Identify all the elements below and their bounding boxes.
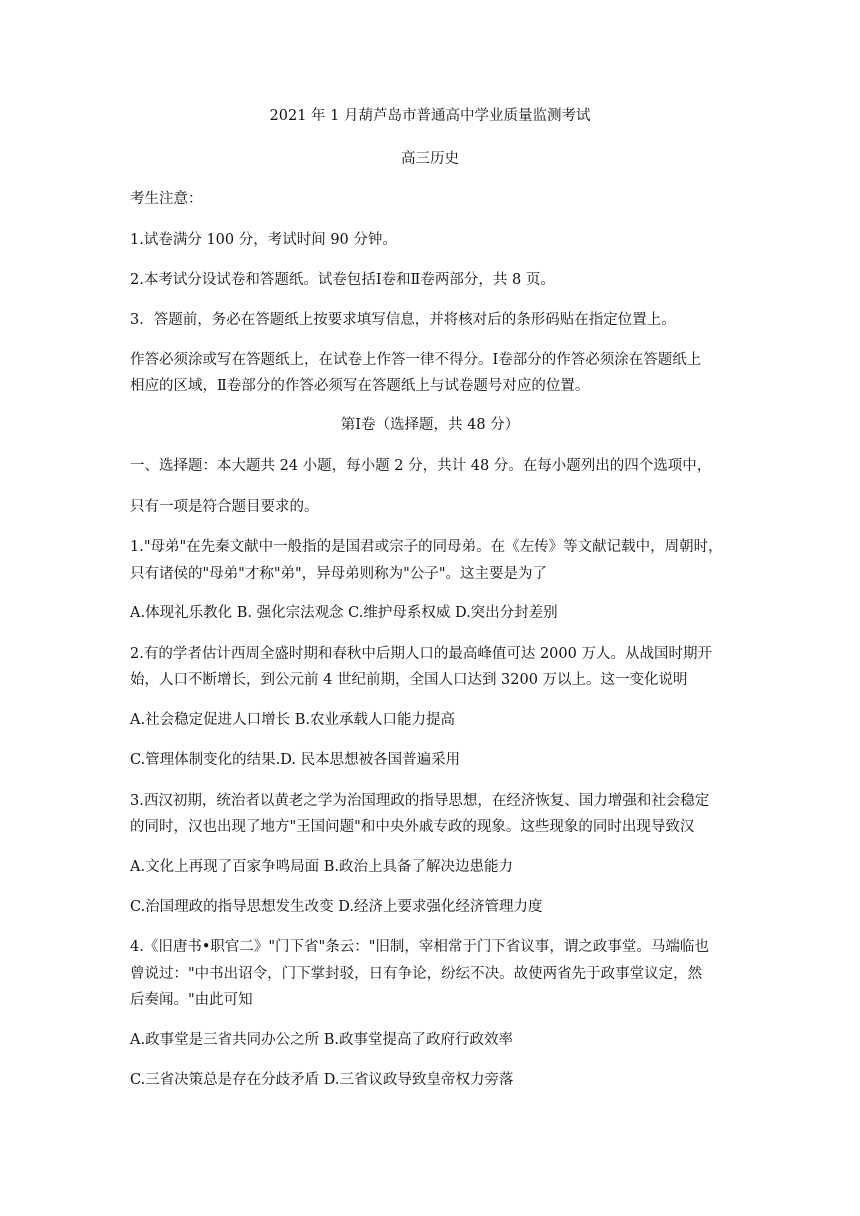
notice-item-3: 3．答题前，务必在答题纸上按要求填写信息，并将核对后的条形码贴在指定位置上。: [130, 312, 676, 328]
section-instructions-line-2: 只有一项是符合题目要求的。: [130, 499, 319, 515]
exam-subject: 高三历史: [401, 151, 459, 167]
notice-item-2: 2.本考试分设试卷和答题纸。试卷包括Ⅰ卷和Ⅱ卷两部分，共 8 页。: [130, 272, 555, 288]
section-heading: 第Ⅰ卷（选择题，共 48 分）: [340, 417, 520, 433]
question-1-stem-line-1: 1."母弟"在先秦文献中一般指的是国君或宗子的同母弟。在《左传》等文献记载中，周朝时，: [130, 539, 723, 555]
question-2-stem-line-1: 2.有的学者估计西周全盛时期和春秋中后期人口的最高峰值可达 2000 万人。从战国时期开: [130, 646, 712, 662]
question-4-stem-line-2: 曾说过："中书出诏令，门下掌封驳，日有争论，纷纭不决。故使两省先于政事堂议定，然: [130, 966, 703, 982]
question-3-options-line-1: A.文化上再现了百家争鸣局面 B.政治上具备了解决边患能力: [130, 859, 513, 875]
notice-heading: 考生注意：: [130, 191, 203, 207]
question-4-options-line-1: A.政事堂是三省共同办公之所 B.政事堂提高了政府行政效率: [130, 1032, 513, 1048]
question-3-stem-line-1: 3.西汉初期，统治者以黄老之学为治国理政的指导思想，在经济恢复、国力增强和社会稳定: [130, 793, 710, 809]
question-1-options: A.体现礼乐教化 B. 强化宗法观念 C.维护母系权威 D.突出分封差别: [130, 605, 558, 621]
notice-item-4-line-1: 作答必须涂或写在答题纸上，在试卷上作答一律不得分。Ⅰ卷部分的作答必须涂在答题纸上: [130, 352, 702, 368]
question-4-options-line-2: C.三省决策总是存在分歧矛盾 D.三省议政导致皇帝权力旁落: [130, 1072, 514, 1088]
question-4-stem-line-1: 4.《旧唐书•职官二》"门下省"条云："旧制，宰相常于门下省议事，谓之政事堂。马端临也: [130, 939, 709, 955]
question-1-stem-line-2: 只有诸侯的"母弟"才称"弟"，异母弟则称为"公子"。这主要是为了: [130, 566, 548, 582]
exam-title: 2021 年 1 月葫芦岛市普通高中学业质量监测考试: [269, 108, 591, 124]
question-3-stem-line-2: 的同时，汉也出现了地方"王国问题"和中央外戚专政的现象。这些现象的同时出现导致汉: [130, 819, 695, 835]
notice-item-4-line-2: 相应的区域，Ⅱ卷部分的作答必须写在答题纸上与试卷题号对应的位置。: [130, 378, 590, 394]
question-2-stem-line-2: 始，人口不断增长，到公元前 4 世纪前期，全国人口达到 3200 万以上。这一变化说明: [130, 672, 688, 688]
section-instructions-line-1: 一、选择题：本大题共 24 小题，每小题 2 分，共计 48 分。在每小题列出的四个选项中，: [130, 458, 712, 474]
question-4-stem-line-3: 后奏闻。"由此可知: [130, 992, 253, 1008]
question-2-options-line-1: A.社会稳定促进人口增长 B.农业承载人口能力提高: [130, 712, 455, 728]
question-2-options-line-2: C.管理体制变化的结果.D. 民本思想被各国普遍采用: [130, 752, 461, 768]
notice-item-1: 1.试卷满分 100 分，考试时间 90 分钟。: [130, 232, 397, 248]
question-3-options-line-2: C.治国理政的指导思想发生改变 D.经济上要求强化经济管理力度: [130, 899, 543, 915]
